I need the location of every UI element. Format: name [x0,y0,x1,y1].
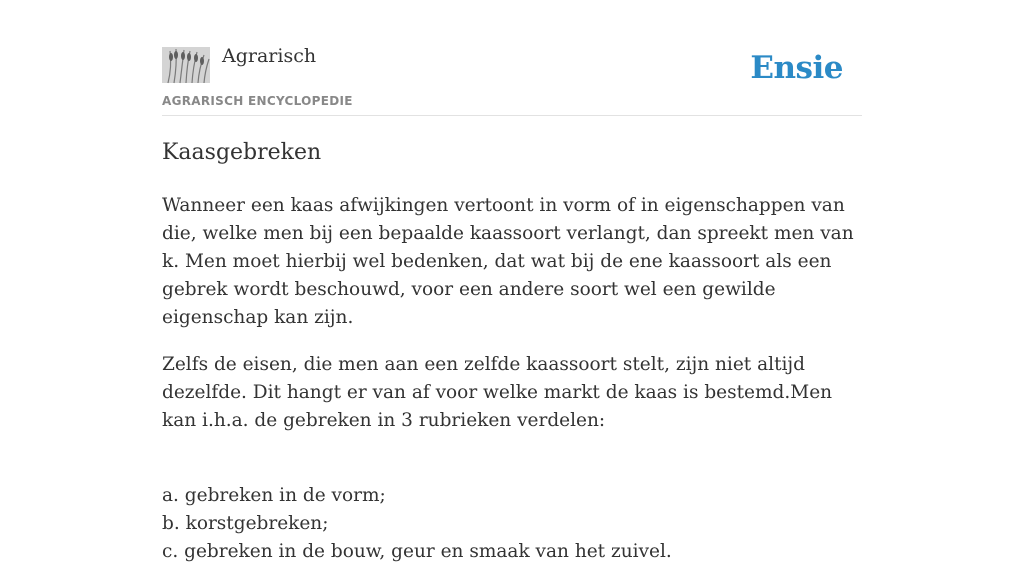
article-paragraph: Wanneer een kaas afwijkingen vertoont in vorm of in eigenschappen van die, welke men bij een bepaalde kaassoort verlangt, dan spreekt men van k. Men moet hierbij wel bedenken, dat wat bij de ene kaassoort als een gebrek wordt beschouwd, voor een andere soort wel een gewilde eigenschap kan zijn. [162,195,854,328]
article-body [162,192,862,566]
list-item: c. gebreken in de bouw, geur en smaak van het zuivel. [162,541,672,562]
article-paragraph: Zelfs de eisen, die men aan een zelfde kaassoort stelt, zijn niet altijd dezelfde. Dit hangt er van af voor welke markt de kaas is bestemd.Men kan i.h.a. de gebreken in 3 rubrieken verdelen: [162,354,833,431]
site-header [162,0,862,116]
wheat-icon[interactable] [162,47,210,83]
paragraph-spacer [162,454,862,482]
content-container [162,0,862,562]
site-name[interactable]: Agrarisch [222,45,317,67]
article-title: Kaasgebreken [162,140,322,165]
list-item: a. gebreken in de vorm; [162,485,386,506]
list-item: b. korstgebreken; [162,513,329,534]
ensie-logo-link[interactable]: Ensie [750,50,843,86]
site-subtitle: AGRARISCH ENCYCLOPEDIE [162,94,353,108]
